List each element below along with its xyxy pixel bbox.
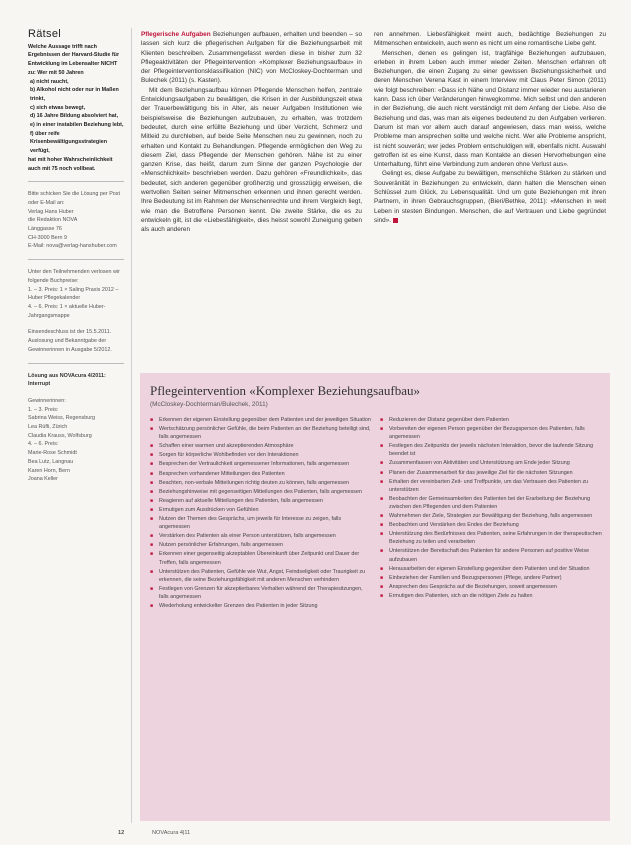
box-title: Pflegeintervention «Komplexer Beziehungsaufbau» — [150, 383, 421, 398]
intervention-item: ■ Besprechen der Vertraulichkeit angemessener Informationen, falls angemessen — [150, 460, 372, 468]
intervention-item: ■ Nutzen persönlicher Erfahrungen, falls angemessen — [150, 541, 372, 549]
intervention-item: ■ Einbeziehen der Familien und Bezugspersonen (Pflege, andere Partner) — [380, 574, 602, 582]
end-of-article-mark — [393, 218, 398, 223]
intervention-item: ■ Beziehungshinweise mit gegenseitigen Mitteilungen des Patienten, falls angemessen — [150, 488, 372, 496]
article-paragraph: Gelingt es, diese Aufgabe zu bewältigen, menschliche Stärken zu stärken und Souveränität in Beziehungen zu entwickeln, dann halten die Menschen einen Schlüssel zum Glück, zu Lebensqualität. Und um gute Beziehungen mit ihren Partnern, in ihren Gebrauchsgruppen, (Bieri/Bethke, 2011): «Menschen in weit Leben in stesten Bindungen. Menschen, die auf Vertrauen und Liebe gegründet sind». — [374, 170, 606, 224]
solution-heading: Lösung aus NOVAcura 4/2011: Interrupt — [28, 372, 106, 388]
quiz-option: d) 16 Jahre Bildung absolviert hat, — [30, 113, 119, 120]
intervention-item: ■ Reagieren auf aktuelle Mitteilungen des Patienten, falls angemessen — [150, 497, 372, 505]
quiz-option: c) sich etwas bewegt, — [30, 104, 86, 111]
section-lead: Pflegerische Aufgaben — [141, 31, 211, 38]
sidebar-title: Rätsel — [28, 28, 61, 40]
intervention-item: ■ Beachten, non-verbale Mitteilungen richtig deuten zu können, falls angemessen — [150, 479, 372, 487]
intervention-item: ■ Herausarbeiten der eigenen Einstellung gegenüber dem Patienten und der Situation — [380, 565, 602, 573]
box-list-left — [150, 416, 372, 611]
intervention-item: ■ Nutzen der Themen des Gesprächs, um jeweils für Interesse zu zeigen, falls angemessen — [150, 515, 372, 531]
box-subtitle: (McCloskey-Dochterman/Bulechek, 2011) — [150, 401, 268, 408]
intervention-box — [140, 373, 610, 821]
article-paragraph: Mit dem Beziehungsaufbau können Pflegende Menschen helfen, zentrale Entwicklungsaufgaben zu bewältigen, die Krisen in der Ausbildungszeit etwa der Trauerbewältigung bis in Alter, als neuer Aufgaben Institutionen wie beispielsweise die Beziehungen aufzubauen, zu erhalten, was trotzdem bedeutet, durch eine erfüllte Beziehung und über Verzicht, Schmerz und Mitleid zu durchleben, auf beide Seite Menschen neu zu gewinnen, noch zu erhalten und Kontakt zu Behandlungen. Pflegende ermöglichen den Weg zu diesem Ziel, dass Pflegende der Menschen gehören. Nähe ist zu einer ganzen Krise, das heißt, darum zum Sinne der ganzen Psychologie der «Menschlichkeit» beschrieben werden. Dazu gehören «Freundlichkeit», das bedeutet, sich anderen gegenüber großherzig und grosszügig erweisen, die wertvollen Seiten seiner Mitmenschen erkennen und ihnen gerecht werden. Ihre Bedeutung ist im Rahmen der Menschenrechte und ihrem Vergleich liegt, wie man die Betroffene Personen kennt. Die zweite Stärke, die es zu entwickeln gilt, ist die «Liebesfähigkeit», dies heisst sowohl Zuneigung geben als auch anderen — [141, 86, 362, 234]
intervention-item: ■ Festlegen von Grenzen für akzeptierbares Verhalten während der Therapiesitzungen, falls angemessen — [150, 585, 372, 601]
article-column-2 — [374, 30, 606, 225]
divider — [28, 181, 124, 182]
intervention-item: ■ Unterstützen der Bereitschaft des Patienten für andere Personen auf positive Weise aufzubauen — [380, 547, 602, 563]
magazine-name: NOVAcura 4|11 — [152, 830, 191, 836]
intervention-item: ■ Wahrnehmen der Ziele, Strategien zur Bewältigung der Beziehung, falls angemessen — [380, 512, 602, 520]
article-column-1 — [141, 30, 362, 235]
article-paragraph: Pflegerische Aufgaben Beziehungen aufbauen, erhalten und beenden – so lassen sich kurz die pflegerischen Aufgaben für die Beziehungsarbeit mit Klienten beschreiben. Zusammengefasst werden diese in bisher zum 32 Pflegeaktivitäten der Pflegeintervention «Komplexer Beziehungsaufbau» in der Pflegeinterventionsklassifikation (NIC) von McCloskey-Dochterman und Bulechek (2011) (s. Kasten). — [141, 31, 362, 85]
column-divider — [131, 28, 132, 823]
intervention-item: ■ Ermutigen des Patienten, sich an die nötigen Ziele zu halten — [380, 592, 602, 600]
divider — [28, 259, 124, 260]
intervention-item: ■ Wiederholung entwickelter Grenzen des Patienten in jeder Sitzung — [150, 602, 372, 610]
intervention-item: ■ Beobachten und Verstärken des Endes der Beziehung — [380, 521, 602, 529]
intervention-item: ■ Planen der Zusammenarbeit für das jeweilige Ziel für die nächsten Sitzungen — [380, 469, 602, 477]
intervention-item: ■ Erhalten der vereinbarten Zeit- und Treffpunkte, um das Vertrauen des Patienten zu unterstützen — [380, 478, 602, 494]
send-info: Bitte schicken Sie die Lösung per Post oder E-Mail an: Verlag Hans Huber die Redaktion NOVA Länggasse 76 CH-3000 Bern 9 E-Mail: nova@verlag-hanshuber.com — [28, 191, 120, 250]
prize-info: Unter den Teilnehmenden verlosen wir folgende Buchpreise: 1. – 3. Preis: 1 × Saling Praxis 2012 – Huber Pflegekalender 4. – 6. Preis: 1 × aktuelle Huber-Jahrgangsmappe — [28, 269, 120, 319]
deadline-info: Einsendeschluss ist der 15.5.2011. Auslosung und Bekanntgabe der Gewinnerinnen in Ausgabe 5/2012. — [28, 329, 112, 353]
quiz-question: Welche Aussage trifft nach Ergebnissen der Harvard-Studie für Entwicklung im Lebensalter NICHT zu: Wer mit 50 Jahren — [28, 43, 120, 76]
page-number: 12 — [118, 830, 125, 836]
sidebar — [28, 30, 124, 484]
intervention-item: ■ Vorbereiten der eigenen Person gegenüber der Bezugsperson des Patienten, falls angemessen — [380, 425, 602, 441]
intervention-item: ■ Sorgen für körperliche Wohlbefinden vor den Interaktionen — [150, 451, 372, 459]
intervention-item: ■ Ansprechen des Gesprächs auf die Beziehungen, soweit angemessen — [380, 583, 602, 591]
intervention-item: ■ Erkennen der eigenen Einstellung gegenüber dem Patienten und der jeweiligen Situation — [150, 416, 372, 424]
article-paragraph: ren annehmen. Liebesfähigkeit meint auch, bedächtige Beziehungen zu Mitmenschen entwickeln, auch wenn es nicht um eine romantische Liebe geht. — [374, 31, 606, 48]
intervention-item: ■ Beobachten der Gemeinsamkeiten des Patienten bei der Erarbeitung der Beziehung zwischen den Pflegenden und dem Patienten — [380, 495, 602, 511]
intervention-item: ■ Erkennen einer gegenseitig akzeptablen Übereinkunft über Zeitpunkt und Dauer der Treffen, falls angemessen — [150, 550, 372, 566]
intervention-item: ■ Zusammenfassen von Aktivitäten und Unterstützung am Ende jeder Sitzung — [380, 459, 602, 467]
intervention-item: ■ Festlegen des Zeitpunkts der jeweils nächsten Interaktion, bevor die laufende Sitzung beendet ist — [380, 442, 602, 458]
intervention-item: ■ Wertschätzung persönlicher Gefühle, die beim Patienten an der Beziehung beteiligt sind, falls angemessen — [150, 425, 372, 441]
intervention-item: ■ Ermutigen zum Ausdrücken von Gefühlen — [150, 506, 372, 514]
box-list-right — [380, 416, 602, 601]
article-paragraph: Menschen, denen es gelingen ist, tragfähige Beziehungen aufzubauen, erleben in ihrem Leben auch immer wieder Zeiten. Menschen erfahren oft Beziehungen, die einen Zugang zu einer gewissen Beziehungssicherheit und deren Menschen Verena Kast in einem Interview mit Claus Peter Simon (2011) wie folgt beschreiben: «Dass ich Nähe und Distanz immer wieder neu austarieren kann. Dass ich über Veränderungen hinwegkomme. Mich selbst und den anderen in der Beziehung, die auch nicht verständigt mit dem Anfang der Liebe. Also die Beziehung und das, was man als eigenes bedeutend zu den Aufgaben verlieren. Darum ist man vor allem auch darauf angewiesen, dass man weiss, welche Probleme man ansprechen sollte und welche nicht. Wer alle Probleme anspricht, ist nicht souverän; wer jedes Problem entschuldigen will, ebenfalls nicht. Auswahl getroffen ist es eine Kunst, dass man Kontakte an diesen Hervorhebungen eine Unterhaltung, führt eine Verbindung zum anderen ohne Verlust aus». — [374, 49, 606, 169]
intervention-item: ■ Besprechen vorhandener Mitteilungen des Patienten — [150, 470, 372, 478]
quiz-option: a) nicht raucht, — [30, 78, 69, 85]
quiz-option: e) in einer instabilen Beziehung lebt, — [30, 122, 124, 129]
quiz-option: b) Alkohol nicht oder nur in Maßen trinkt, — [30, 87, 119, 102]
quiz-question-end: hat mit hoher Wahrscheinlichkeit auch mit 75 noch vollbeat. — [28, 156, 113, 172]
intervention-item: ■ Reduzieren der Distanz gegenüber dem Patienten — [380, 416, 602, 424]
winners-list: Gewinnerinnen: 1. – 3. Preis: Sabrina Weiss, Regensburg Lea Rüfli, Zürich Claudia Krauss, Wolfsburg 4. – 6. Preis: Marie-Rose Schmidt Bea Lutz, Langnau Karen Horn, Bern Joana Keller — [28, 397, 96, 483]
quiz-option: f) über reife Krisenbewältigungsstrategien verfügt, — [30, 130, 107, 155]
divider — [28, 363, 124, 364]
intervention-item: ■ Unterstützen des Patienten, Gefühle wie Wut, Angst, Feindseligkeit oder Traurigkeit zu erkennen, die seine Beziehungsfähigkeit mit anderen Menschen verhindern — [150, 568, 372, 584]
intervention-item: ■ Schaffen einer warmen und akzeptierenden Atmosphäre — [150, 442, 372, 450]
intervention-item: ■ Unterstützung des Bedürfnisses des Patienten, seine Erfahrungen in der therapeutischen Beziehung zu teilen und verarbeiten — [380, 530, 602, 546]
intervention-item: ■ Verstärken des Patienten als einer Person unterstützen, falls angemessen — [150, 532, 372, 540]
